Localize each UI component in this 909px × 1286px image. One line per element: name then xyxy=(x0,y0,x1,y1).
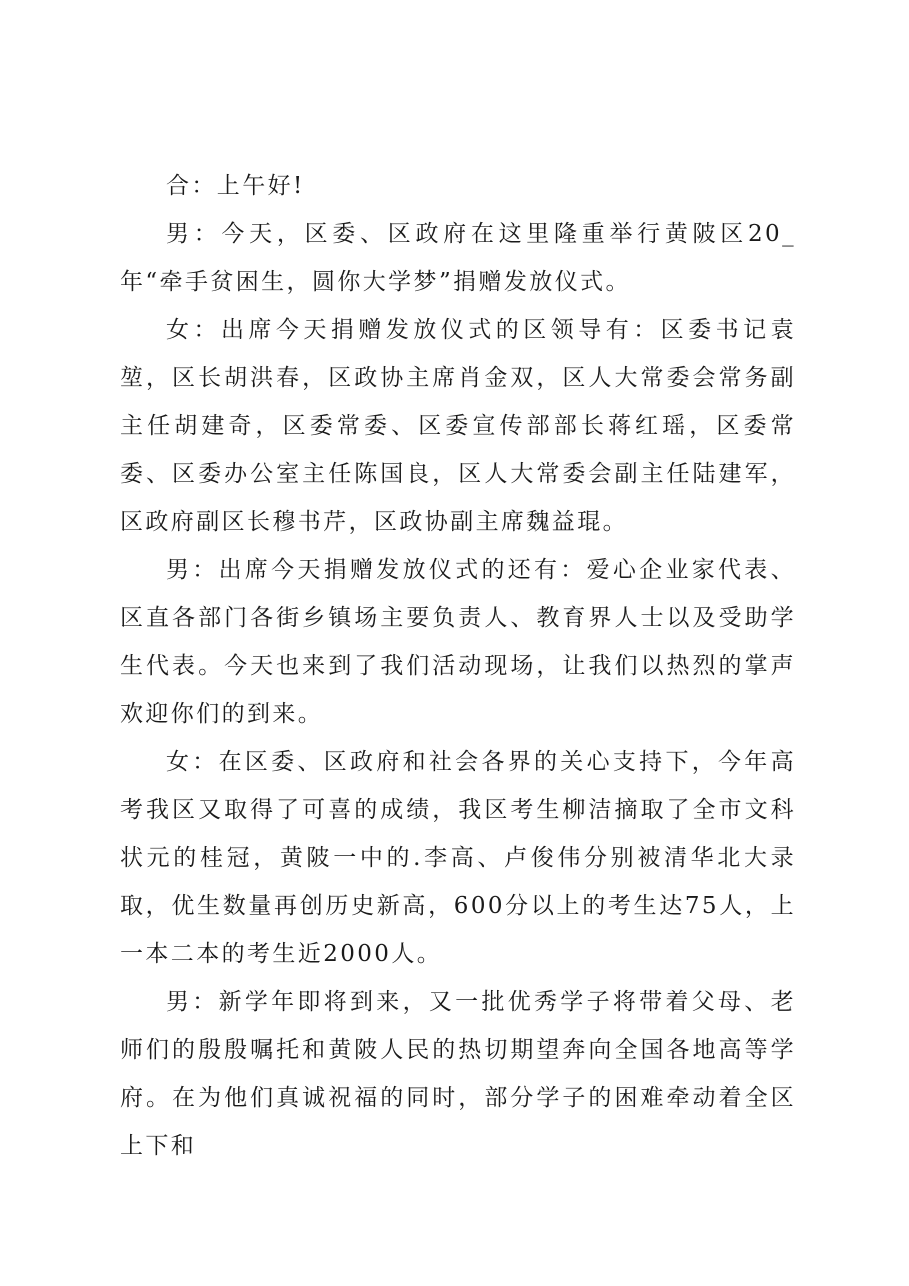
paragraph-new-term: 男：新学年即将到来，又一批优秀学子将带着父母、老师们的殷殷嘱托和黄陂人民的热切期望奔向全国各地高等学府。在为他们真诚祝福的同时，部分学子的困难牵动着全区上下和 xyxy=(120,989,796,1159)
paragraph-exam-results: 女：在区委、区政府和社会各界的关心支持下，今年高考我区又取得了可喜的成绩，我区考生柳洁摘取了全市文科状元的桂冠，黄陂一中的.李高、卢俊伟分别被清华北大录取，优生数量再创历史新高，600分以上的考生达75人，上一本二本的考生近2000人。 xyxy=(120,749,796,967)
document-body xyxy=(120,162,796,1170)
paragraph-greeting: 合：上午好! xyxy=(166,173,305,199)
paragraph-opening: 男：今天，区委、区政府在这里隆重举行黄陂区20_年“牵手贫困生，圆你大学梦”捐赠发放仪式。 xyxy=(120,221,796,295)
paragraph-attendees: 男：出席今天捐赠发放仪式的还有：爱心企业家代表、区直各部门各街乡镇场主要负责人、教育界人士以及受助学生代表。今天也来到了我们活动现场，让我们以热烈的掌声欢迎你们的到来。 xyxy=(120,557,796,727)
paragraph-leaders: 女：出席今天捐赠发放仪式的区领导有：区委书记袁堃，区长胡洪春，区政协主席肖金双，区人大常委会常务副主任胡建奇，区委常委、区委宣传部部长蒋红瑶，区委常委、区委办公室主任陈国良，区人大常委会副主任陆建军，区政府副区长穆书芹，区政协副主席魏益琨。 xyxy=(120,317,796,535)
